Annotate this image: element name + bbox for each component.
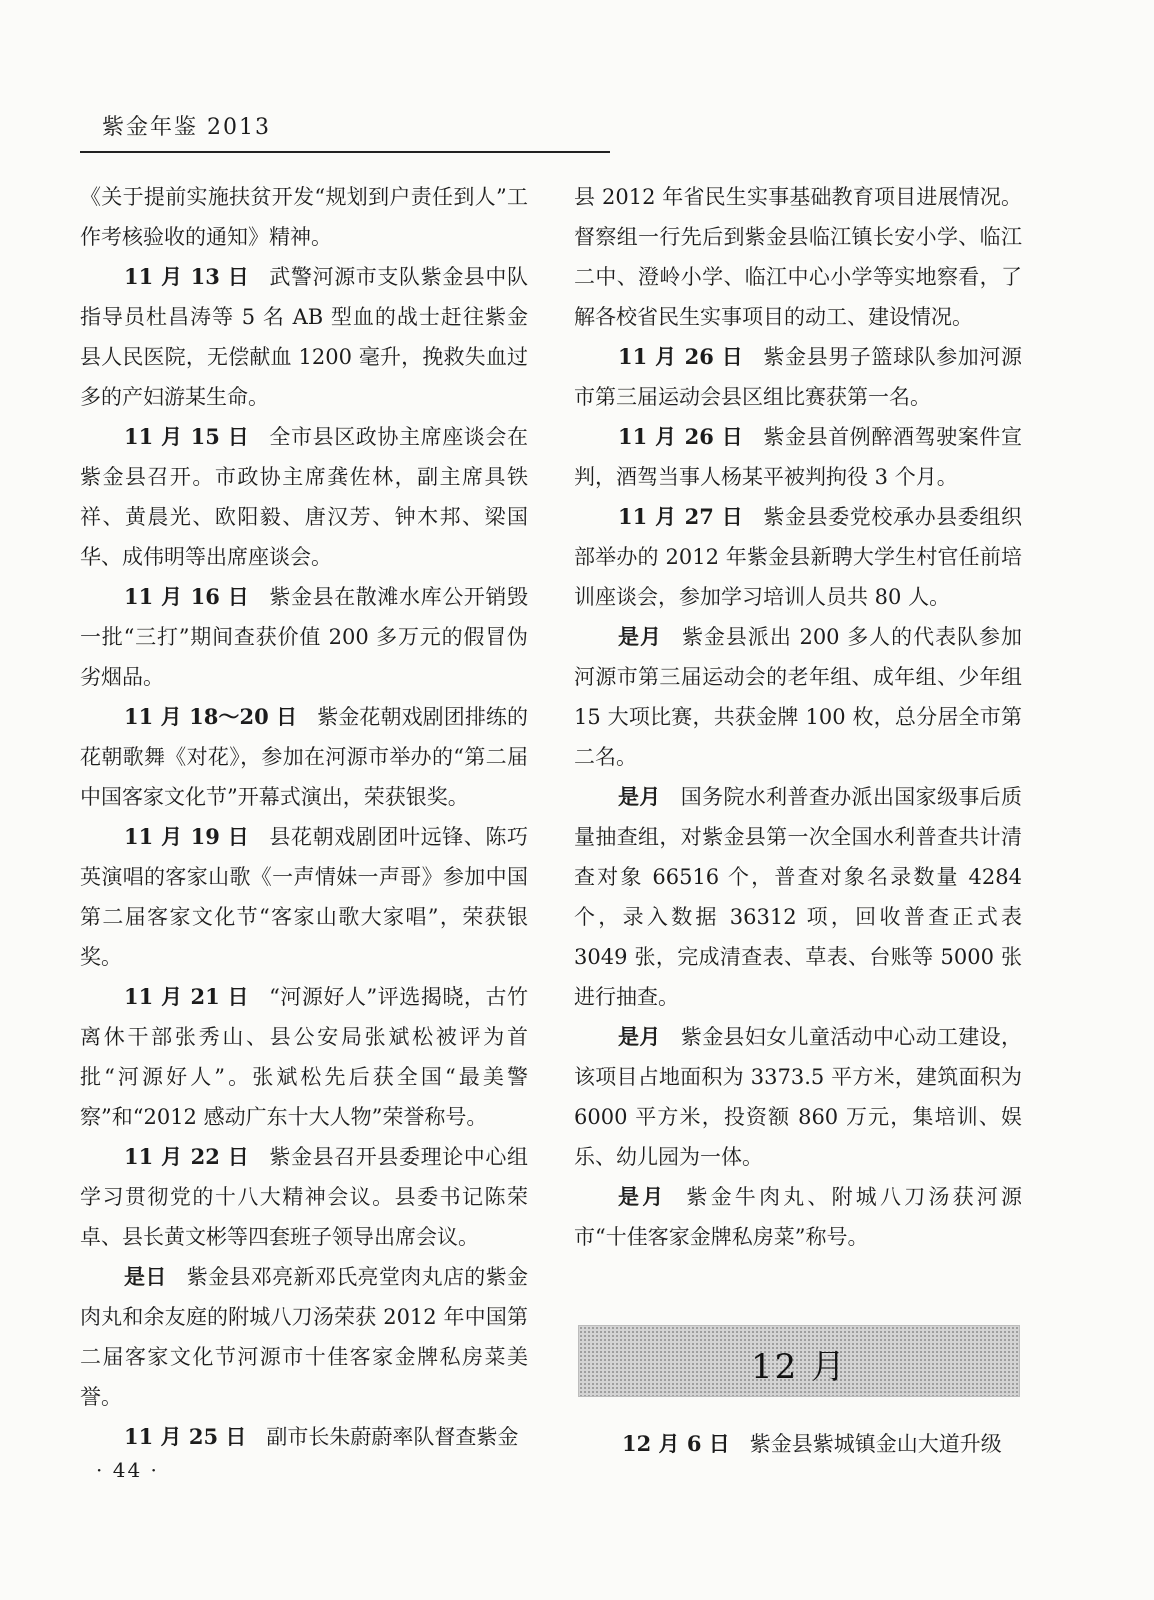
entry-date: 是月 [618,624,662,649]
entry [80,817,528,977]
entry-date: 11 月 18～20 日 [124,704,298,729]
entry [574,417,1022,497]
entry [574,177,1022,337]
entry-date: 是月 [618,784,661,809]
entry-date: 11 月 15 日 [124,424,250,449]
entry-date: 11 月 26 日 [618,344,744,369]
entry-text: 武警河源市支队紫金县中队指导员杜昌涛等 5 名 AB 型血的战士赶往紫金县人民医院，无偿献血 1200 毫升，挽救失血过多的产妇游某生命。 [80,265,528,409]
entry-text: 《关于提前实施扶贫开发“规划到户责任到人”工作考核验收的通知》精神。 [80,185,528,249]
entry-date: 是月 [618,1024,661,1049]
entry-date: 11 月 13 日 [124,264,250,289]
entry [80,697,528,817]
entry-date: 11 月 22 日 [124,1144,250,1169]
entry-date: 11 月 16 日 [124,584,250,609]
entry-text: 紫金县邓亮新邓氏亮堂肉丸店的紫金肉丸和余友庭的附城八刀汤荣获 2012 年中国第二届客家文化节河源市十佳客家金牌私房菜美誉。 [80,1265,529,1409]
entry-text: 紫金县男子篮球队参加河源市第三届运动会县区组比赛获第一名。 [574,345,1022,409]
month-banner-label: 12 月 [750,1347,848,1387]
entry-date: 11 月 25 日 [124,1424,247,1449]
entry [574,777,1022,1017]
entry-text: “河源好人”评选揭晓，古竹离休干部张秀山、县公安局张斌松被评为首批“河源好人”。张斌松先后获全国“最美警察”和“2012 感动广东十大人物”荣誉称号。 [80,985,528,1129]
entry [574,617,1022,777]
entry [80,1257,528,1417]
entry-date: 是日 [124,1264,167,1289]
entry-date: 11 月 26 日 [618,424,744,449]
entry [80,1137,528,1257]
entry [80,177,528,257]
header-title: 紫金年鉴 2013 [102,115,271,140]
last-entry [578,1424,1026,1464]
entry-text: 紫金县妇女儿童活动中心动工建设，该项目占地面积为 3373.5 平方米，建筑面积为 6000 平方米，投资额 860 万元，集培训、娱乐、幼儿园为一体。 [574,1025,1023,1169]
entry [80,417,528,577]
entry-text: 紫金县在散滩水库公开销毁一批“三打”期间查获价值 200 多万元的假冒伪劣烟品。 [80,585,528,689]
entry-text: 县 2012 年省民生实事基础教育项目进展情况。督察组一行先后到紫金县临江镇长安小学、临江二中、澄岭小学、临江中心小学等实地察看，了解各校省民生实事项目的动工、建设情况。 [574,185,1022,329]
entry [574,1017,1022,1177]
month-banner [578,1325,1020,1397]
entry-date: 11 月 27 日 [618,504,744,529]
entry [574,1177,1022,1257]
entry [574,337,1022,417]
entry [574,497,1022,617]
entry-text: 紫金县派出 200 多人的代表队参加河源市第三届运动会的老年组、成年组、少年组 15 大项比赛，共获金牌 100 枚，总分居全市第二名。 [574,625,1023,769]
entry-text: 紫金县首例醉酒驾驶案件宣判，酒驾当事人杨某平被判拘役 3 个月。 [574,425,1022,489]
entry [80,577,528,697]
entry-text: 国务院水利普查办派出国家级事后质量抽查组，对紫金县第一次全国水利普查共计清查对象 66516 个，普查对象名录数量 4284 个，录入数据 36312 项，回收普查正式表 3049 张，完成清查表、草表、台账等 5000 张进行抽查。 [574,785,1023,1009]
entry-date: 是月 [618,1184,667,1209]
entry-text: 紫金花朝戏剧团排练的花朝歌舞《对花》，参加在河源市举办的“第二届中国客家文化节”开幕式演出，荣获银奖。 [80,705,529,809]
entry-text: 紫金县委党校承办县委组织部举办的 2012 年紫金县新聘大学生村官任前培训座谈会，参加学习培训人员共 80 人。 [574,505,1022,609]
entry-text: 全市县区政协主席座谈会在紫金县召开。市政协主席龚佐林，副主席具铁祥、黄晨光、欧阳毅、唐汉芳、钟木邦、梁国华、成伟明等出席座谈会。 [80,425,528,569]
right-column [574,177,1022,1257]
entry-date: 12 月 6 日 [622,1431,730,1456]
entry [80,257,528,417]
entry-date: 11 月 21 日 [124,984,250,1009]
entry-date: 11 月 19 日 [124,824,250,849]
running-header [80,110,610,153]
page-number: · 44 · [96,1458,159,1482]
entry [80,977,528,1137]
entry-text: 紫金县紫城镇金山大道升级 [749,1432,1002,1456]
entry-text: 紫金县召开县委理论中心组学习贯彻党的十八大精神会议。县委书记陈荣卓、县长黄文彬等四套班子领导出席会议。 [80,1145,528,1249]
entry-text: 县花朝戏剧团叶远锋、陈巧英演唱的客家山歌《一声情妹一声哥》参加中国第二届客家文化节“客家山歌大家唱”，荣获银奖。 [80,825,528,969]
entry [80,1417,528,1457]
left-column [80,177,528,1457]
entry-text: 紫金牛肉丸、附城八刀汤获河源市“十佳客家金牌私房菜”称号。 [574,1185,1023,1249]
entry-text: 副市长朱蔚蔚率队督查紫金 [266,1425,519,1449]
